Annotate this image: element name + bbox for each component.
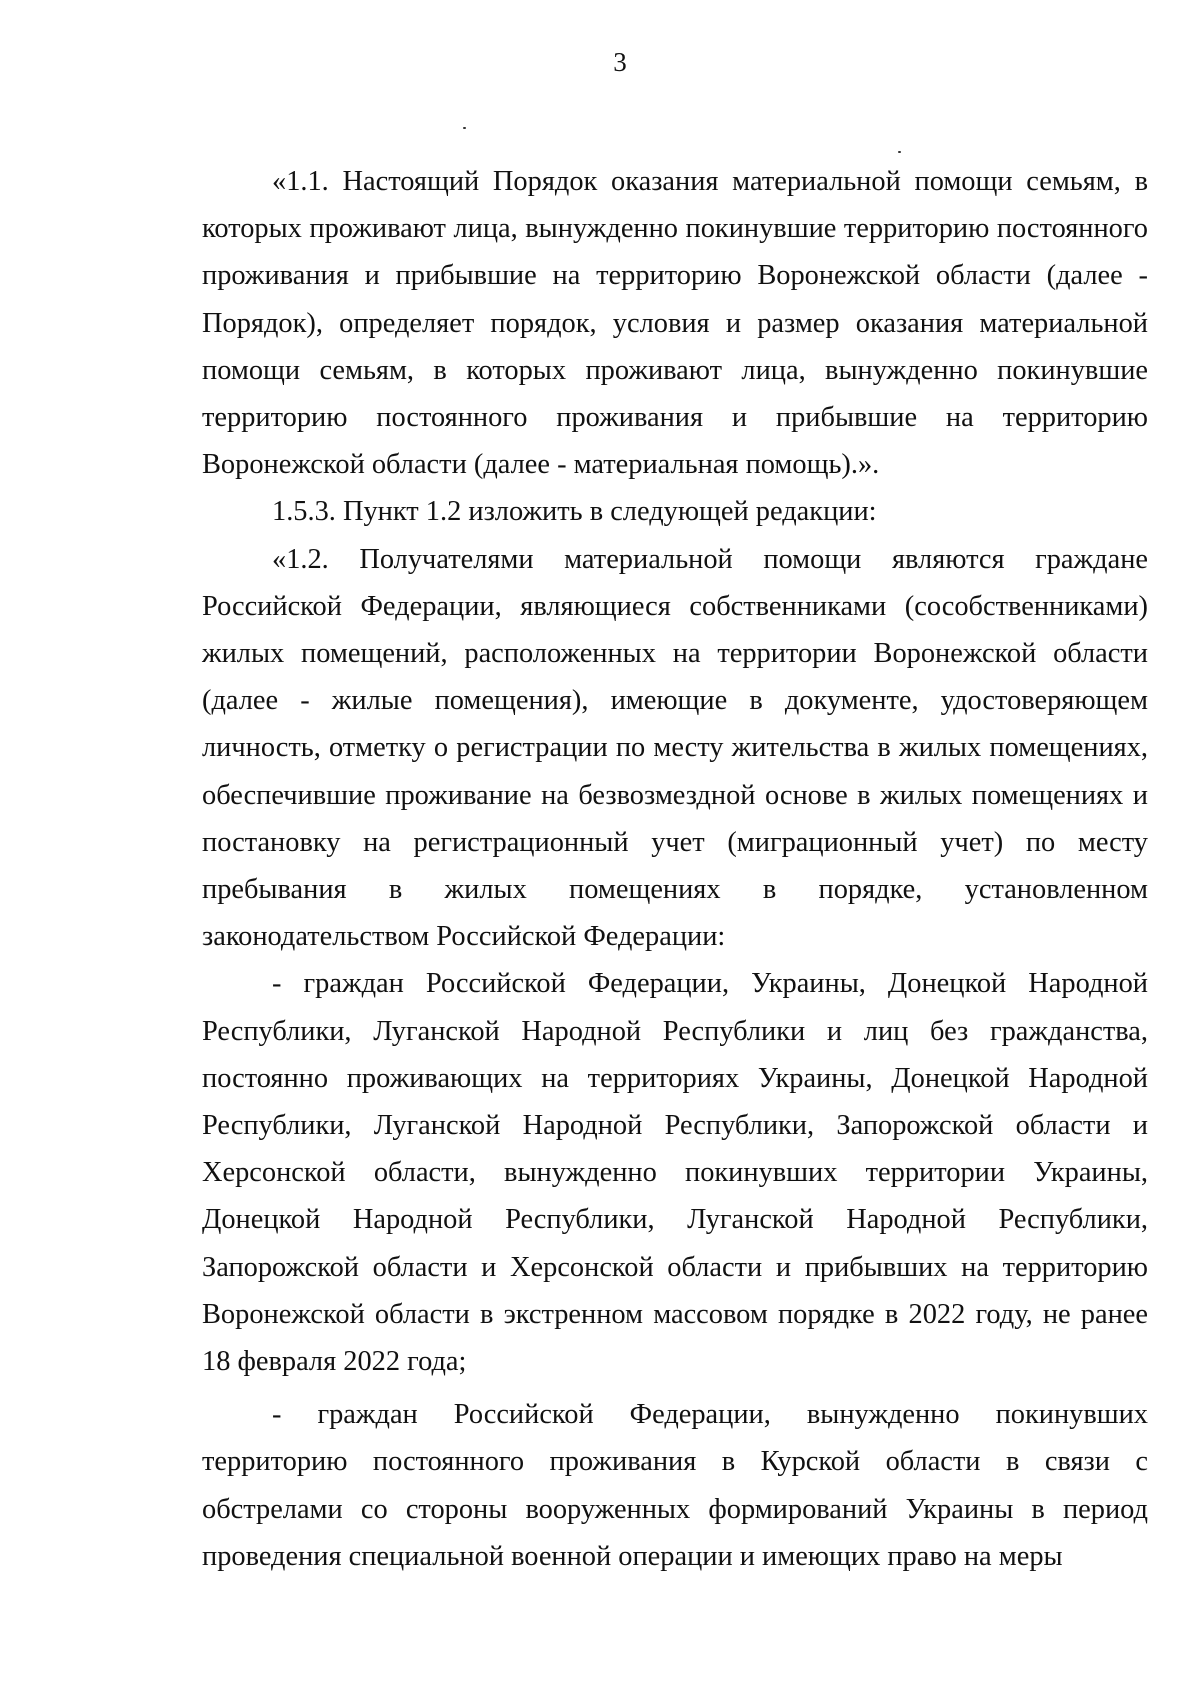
paragraph-1-1: «1.1. Настоящий Порядок оказания материальной помощи семьям, в которых проживают лица, вынужденно покинувшие территорию постоянного проживания и прибывшие на территорию Воронежской области (далее - Порядок), определяет порядок, условия и размер оказания материальной помощи семьям, в которых проживают лица, вынужденно покинувшие территорию постоянного проживания и прибывшие на территорию Воронежской области (далее - материальная помощь).». [202,166,1148,481]
list-item-kursk-residents: - граждан Российской Федерации, вынужденно покинувших территорию постоянного проживания в Курской области в связи с обстрелами со стороны вооруженных формирований Украины в период проведения специальной военной операции и имеющих право на меры [202,1399,1148,1572]
scan-speck [463,127,466,129]
document-body [202,158,1148,1580]
paragraph-1-5-3: 1.5.3. Пункт 1.2 изложить в следующей редакции: [272,496,877,528]
page-number: 3 [613,47,627,77]
scan-speck [898,151,901,153]
list-item-ukraine-refugees: - граждан Российской Федерации, Украины, Донецкой Народной Республики, Луганской Народной Республики и лиц без гражданства, постоянно проживающих на территориях Украины, Донецкой Народной Республики, Луганской Народной Республики, Запорожской области и Херсонской области, вынужденно покинувших территории Украины, Донецкой Народной Республики, Луганской Народной Республики, Запорожской области и Херсонской области и прибывших на территорию Воронежской области в экстренном массовом порядке в 2022 году, не ранее 18 февраля 2022 года; [202,968,1148,1378]
paragraph-1-2: «1.2. Получателями материальной помощи являются граждане Российской Федерации, являющиеся собственниками (сособственниками) жилых помещений, расположенных на территории Воронежской области (далее - жилые помещения), имеющие в документе, удостоверяющем личность, отметку о регистрации по месту жительства в жилых помещениях, обеспечившие проживание на безвозмездной основе в жилых помещениях и постановку на регистрационный учет (миграционный учет) по месту пребывания в жилых помещениях в порядке, установленном законодательством Российской Федерации: [202,543,1148,953]
